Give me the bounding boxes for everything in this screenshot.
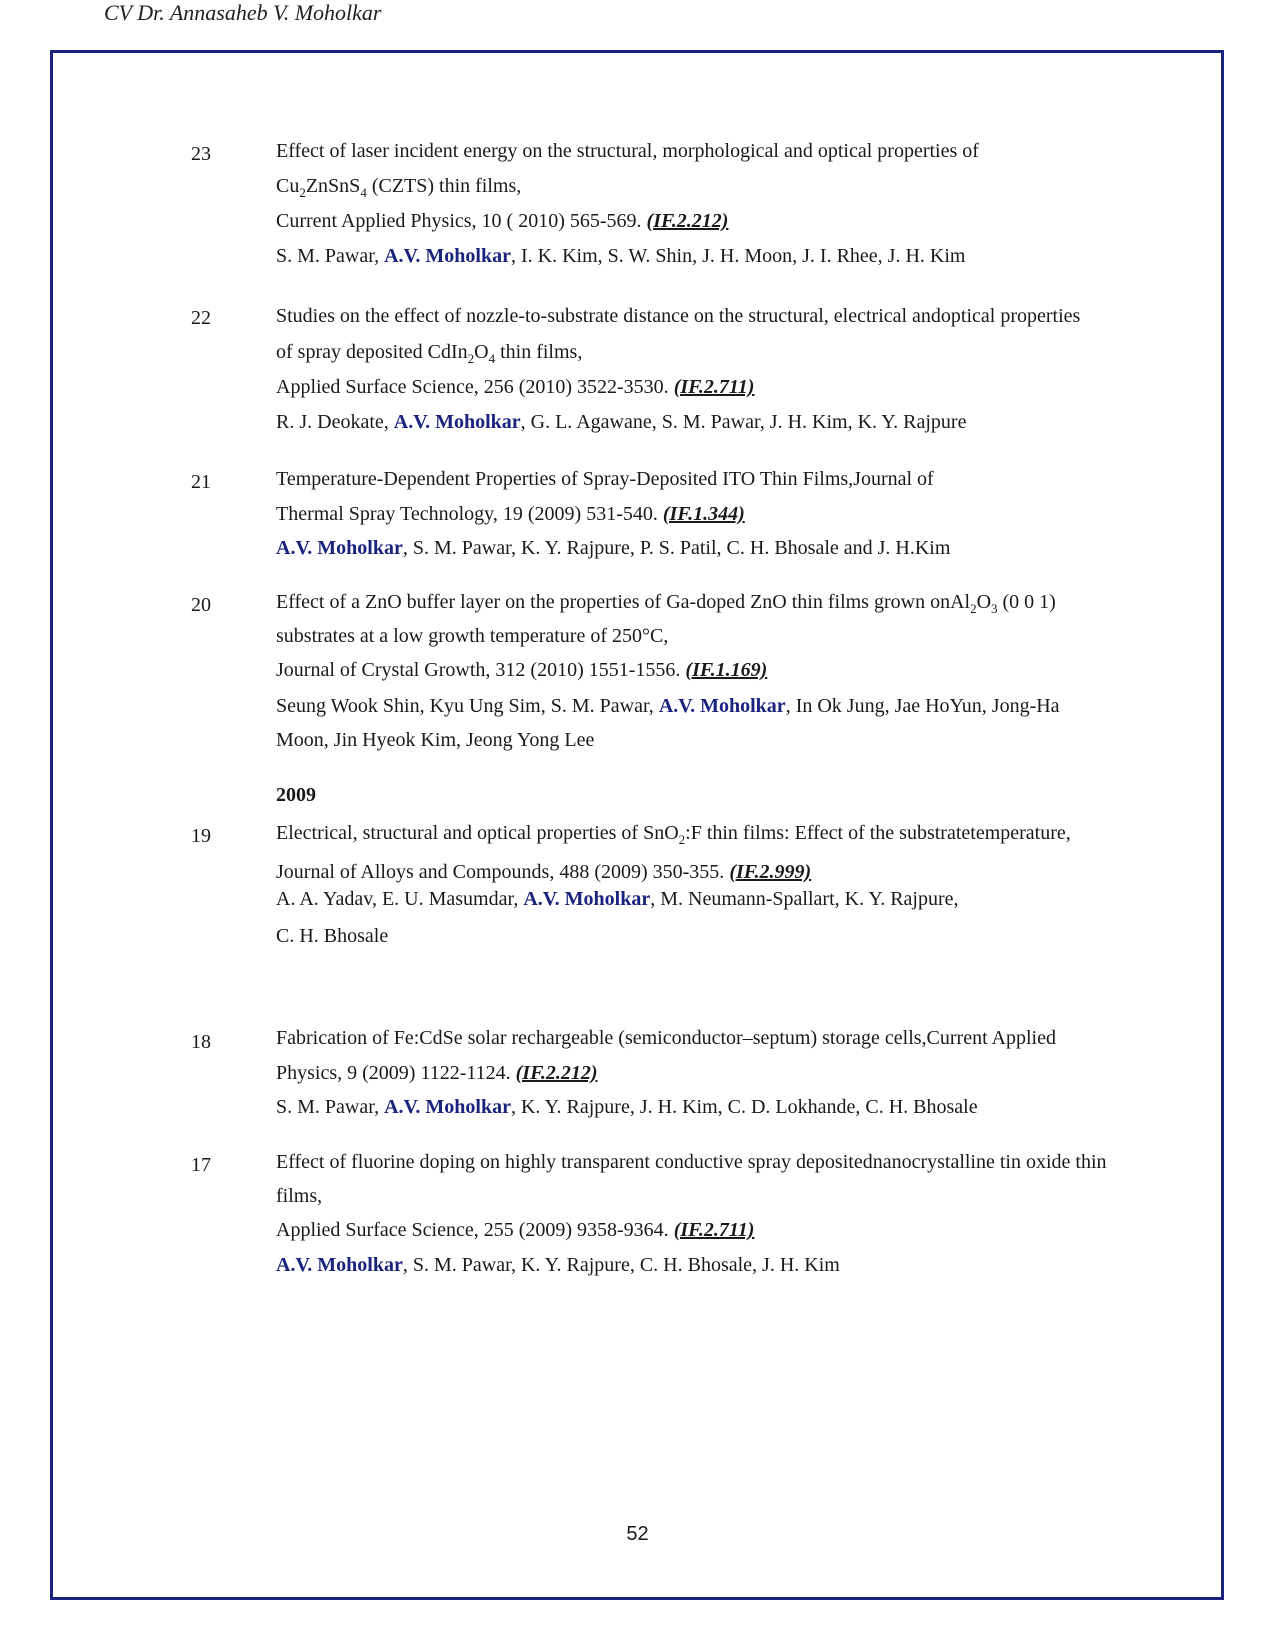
entry-number: 18 — [191, 1031, 211, 1053]
impact-factor: (IF.1.344) — [662, 503, 745, 525]
entry-title: Effect of fluorine doping on highly transparent conductive spray depositednanocrystalline tin oxide thin — [276, 1151, 1107, 1173]
entry-authors: A.V. Moholkar, S. M. Pawar, K. Y. Rajpure, C. H. Bhosale, J. H. Kim — [276, 1254, 840, 1276]
running-header: CV Dr. Annasaheb V. Moholkar — [104, 0, 382, 25]
highlighted-author: A.V. Moholkar — [276, 1254, 403, 1276]
entry-journal: Thermal Spray Technology, 19 (2009) 531-540. (IF.1.344) — [276, 503, 745, 525]
entry-number: 17 — [191, 1154, 211, 1176]
entry-number: 20 — [191, 594, 211, 616]
highlighted-author: A.V. Moholkar — [384, 245, 511, 267]
entry-authors: A.V. Moholkar, S. M. Pawar, K. Y. Rajpure, P. S. Patil, C. H. Bhosale and J. H.Kim — [276, 537, 951, 559]
entry-number: 23 — [191, 143, 211, 165]
page-number: 52 — [626, 1523, 649, 1545]
impact-factor: (IF.2.212) — [646, 210, 729, 232]
highlighted-author: A.V. Moholkar — [276, 537, 403, 559]
entry-title-formula: $Cu_2ZnSnS_4$ (CZTS) thin films, — [276, 175, 522, 200]
entry-title-formula: of spray deposited $CdIn_2O_4$ thin films, — [276, 341, 583, 366]
entry-journal: Applied Surface Science, 256 (2010) 3522-3530. (IF.2.711) — [276, 376, 755, 398]
entry-journal: Journal of Alloys and Compounds, 488 (2009) 350-355. (IF.2.999) — [276, 861, 812, 883]
highlighted-author: A.V. Moholkar — [384, 1096, 511, 1118]
impact-factor: (IF.2.212) — [515, 1062, 598, 1084]
entry-authors-cont: C. H. Bhosale — [276, 925, 389, 947]
entry-journal: Physics, 9 (2009) 1122-1124. (IF.2.212) — [276, 1062, 598, 1084]
impact-factor: (IF.2.999) — [729, 861, 812, 883]
entry-authors: R. J. Deokate, A.V. Moholkar, G. L. Agawane, S. M. Pawar, J. H. Kim, K. Y. Rajpure — [276, 411, 967, 433]
impact-factor: (IF.2.711) — [673, 1219, 755, 1241]
impact-factor: (IF.1.169) — [685, 659, 768, 681]
entry-journal: Journal of Crystal Growth, 312 (2010) 1551-1556. (IF.1.169) — [276, 659, 768, 681]
entry-authors: Seung Wook Shin, Kyu Ung Sim, S. M. Pawar, A.V. Moholkar, In Ok Jung, Jae HoYun, Jong-Ha — [276, 695, 1060, 717]
entry-authors: S. M. Pawar, A.V. Moholkar, K. Y. Rajpure, J. H. Kim, C. D. Lokhande, C. H. Bhosale — [276, 1096, 978, 1118]
highlighted-author: A.V. Moholkar — [393, 411, 521, 433]
entry-title: Effect of a ZnO buffer layer on the properties of Ga-doped ZnO thin films grown $onAl_2O_3$ (0 0 1) — [276, 591, 1056, 616]
entry-authors-cont: Moon, Jin Hyeok Kim, Jeong Yong Lee — [276, 729, 595, 751]
impact-factor: (IF.2.711) — [673, 376, 755, 398]
highlighted-author: A.V. Moholkar — [658, 695, 786, 717]
entry-title-cont: films, — [276, 1185, 323, 1207]
entry-title: Temperature-Dependent Properties of Spray-Deposited ITO Thin Films,Journal of — [276, 468, 934, 490]
entry-authors: A. A. Yadav, E. U. Masumdar, A.V. Moholkar, M. Neumann-Spallart, K. Y. Rajpure, — [276, 888, 959, 910]
entry-number: 22 — [191, 307, 211, 329]
entry-authors: S. M. Pawar, A.V. Moholkar, I. K. Kim, S. W. Shin, J. H. Moon, J. I. Rhee, J. H. Kim — [276, 245, 966, 267]
entry-journal: Current Applied Physics, 10 ( 2010) 565-569. (IF.2.212) — [276, 210, 729, 232]
year-heading: 2009 — [276, 784, 316, 806]
entry-number: 21 — [191, 471, 211, 493]
entry-number: 19 — [191, 825, 211, 847]
highlighted-author: A.V. Moholkar — [523, 888, 651, 910]
entry-journal: Applied Surface Science, 255 (2009) 9358-9364. (IF.2.711) — [276, 1219, 755, 1241]
entry-title-cont: substrates at a low growth temperature of 250°C, — [276, 625, 669, 647]
entry-title: Fabrication of Fe:CdSe solar rechargeable (semiconductor–septum) storage cells,Current Applied — [276, 1027, 1056, 1049]
entry-title: Effect of laser incident energy on the structural, morphological and optical properties of — [276, 140, 979, 162]
entry-title: Studies on the effect of nozzle-to-substrate distance on the structural, electrical andoptical properties — [276, 305, 1081, 327]
entry-title: Electrical, structural and optical properties of SnO$_2$:F thin films: Effect of the substratetemperature, — [276, 822, 1071, 847]
